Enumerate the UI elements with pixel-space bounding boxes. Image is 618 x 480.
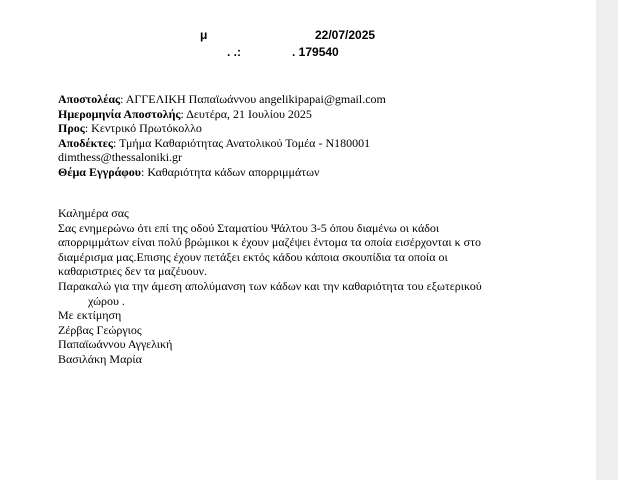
email-metadata [58, 92, 578, 180]
sender-line: Αποστολέας: ΑΓΓΕΛΙΚΗ Παπαϊωάννου angelikipapai@gmail.com [58, 92, 386, 106]
body-line: διαμέρισμα μας.Επισης έχουν πετάξει εκτός κάδου κάποια σκουπίδια τα οποία οι [58, 249, 448, 264]
header-protocol-label: . .: [227, 45, 241, 59]
email-body [58, 206, 518, 367]
body-line: Ζέρβας Γεώργιος [58, 322, 142, 337]
date-value: Δευτέρα, 21 Ιουλίου 2025 [186, 106, 312, 121]
body-line: Καλημέρα σας [58, 206, 129, 220]
body-line: Βασιλάκη Μαρία [58, 351, 142, 366]
body-line: Σας ενημερώνω ότι επί της οδού Σταματίου Ψάλτου 3-5 όπου διαμένω οι κάδοι [58, 220, 440, 235]
body-line: απορριμμάτων είναι πολύ βρώμικοι κ έχουν μαζέψει έντομα τα οποία εισέρχονται κ στο [58, 235, 481, 250]
date-line: Ημερομηνία Αποστολής: Δευτέρα, 21 Ιουλίου 2025 [58, 106, 312, 121]
viewer-side-panel [596, 0, 618, 480]
recipients-value: Τμήμα Καθαριότητας Ανατολικού Τομέα - Ν180001 [119, 135, 371, 150]
to-line: Προς: Κεντρικό Πρωτόκολλο [58, 121, 202, 136]
subject-line: Θέμα Εγγράφου: Καθαριότητα κάδων απορριμμάτων [58, 164, 320, 179]
date-label: Ημερομηνία Αποστολής [58, 106, 181, 121]
body-line: καθαριστριες δεν τα μαζέυουν. [58, 264, 208, 279]
sender-value: ΑΓΓΕΛΙΚΗ Παπαϊωάννου angelikipapai@gmail.com [125, 92, 386, 106]
header-protocol-number: . 179540 [292, 45, 339, 59]
subject-label: Θέμα Εγγράφου [58, 164, 142, 179]
subject-value: Καθαριότητα κάδων απορριμμάτων [147, 164, 320, 179]
header-date: 22/07/2025 [315, 28, 376, 42]
body-line: Παπαϊωάννου Αγγελική [58, 337, 173, 352]
recipients-email: dimthess@thessaloniki.gr [58, 150, 183, 165]
to-value: Κεντρικό Πρωτόκολλο [91, 121, 202, 136]
body-line: Παρακαλώ για την άμεση απολύμανση των κάδων και την καθαριότητα του εξωτερικού [58, 278, 482, 293]
recipients-line: Αποδέκτες: Τμήμα Καθαριότητας Ανατολικού Τομέα - Ν180001 [58, 135, 371, 150]
recipients-label: Αποδέκτες [58, 135, 113, 150]
body-line: Με εκτίμηση [58, 308, 122, 323]
body-line: χώρου . [88, 293, 125, 308]
header-mu: μ [200, 28, 208, 42]
to-label: Προς [58, 121, 85, 136]
sender-label: Αποστολέας [58, 92, 121, 106]
